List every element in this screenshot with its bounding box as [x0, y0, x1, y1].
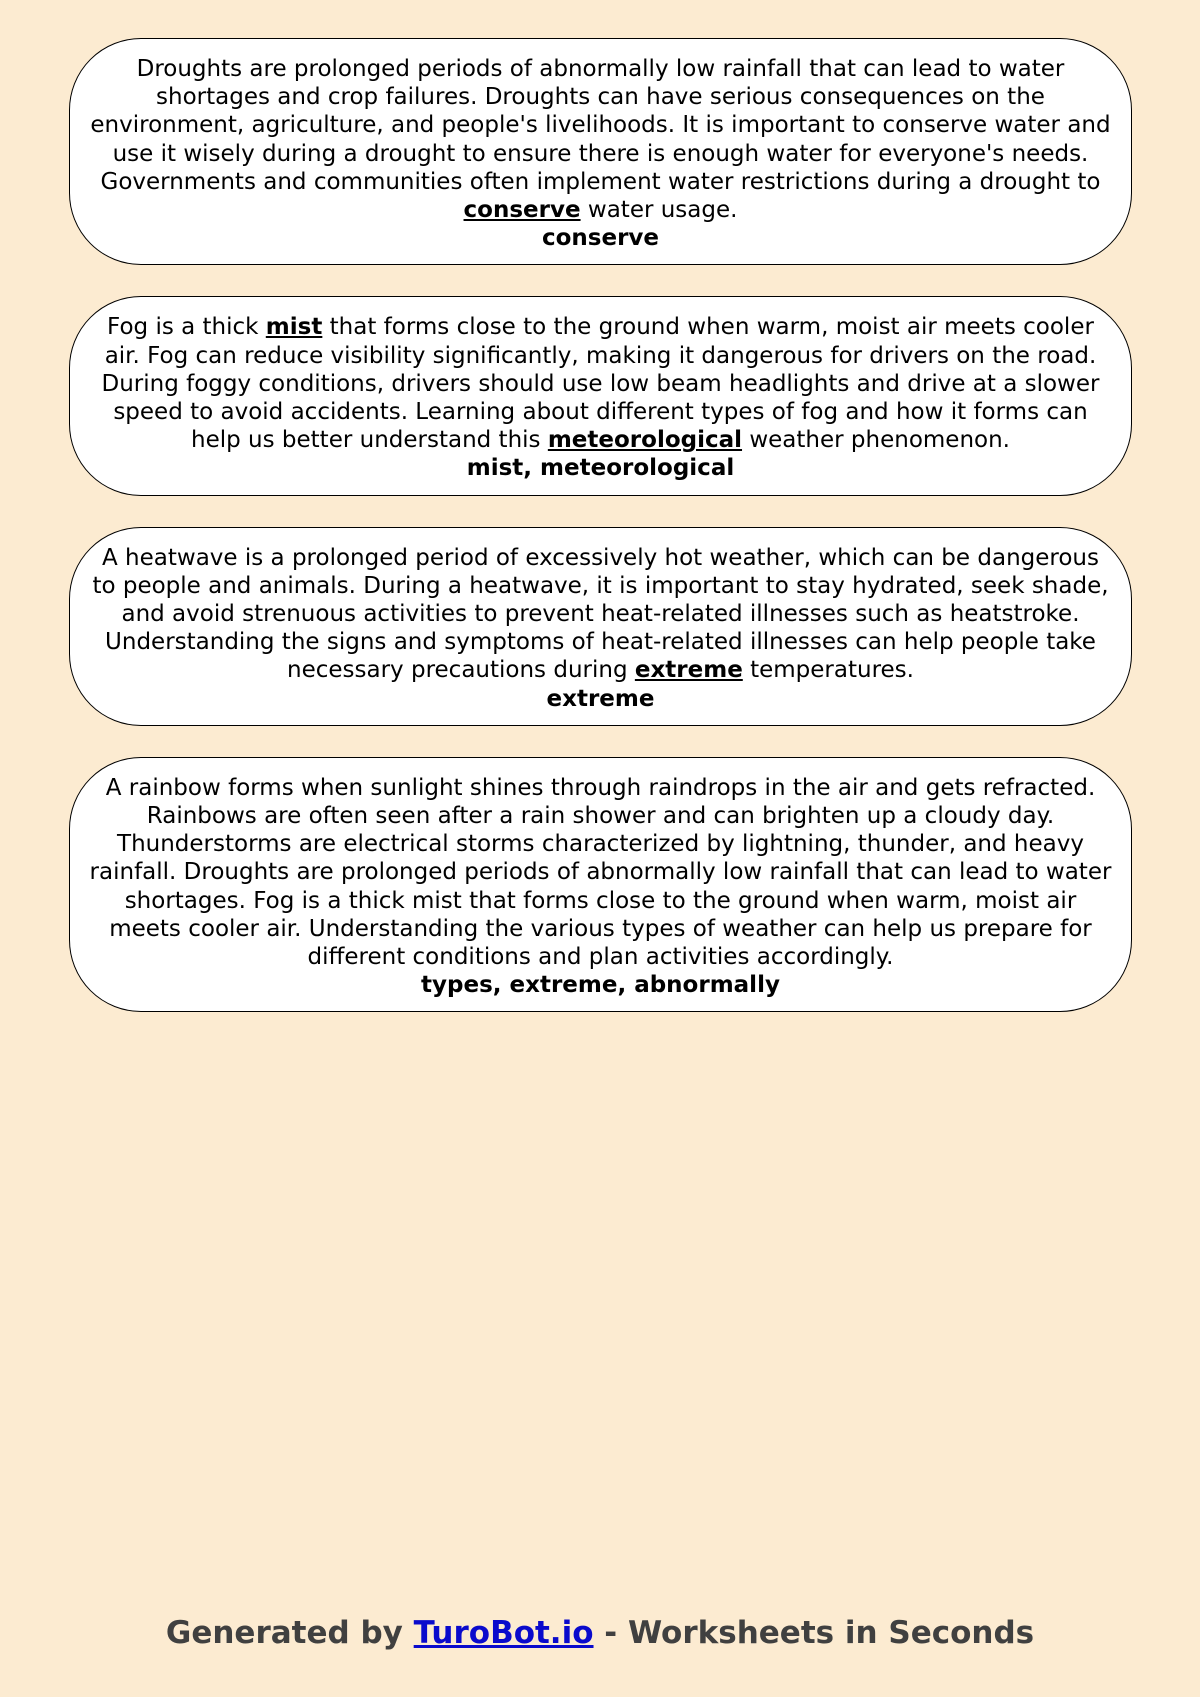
footer-credit: [0, 1615, 1200, 1651]
highlighted-word: conserve: [463, 197, 581, 224]
footer-prefix: Generated by: [165, 1615, 414, 1651]
worksheet-passages: [69, 38, 1132, 1043]
answer-key: conserve: [541, 225, 660, 252]
passage-text: Fog is a thick mist that forms close to the ground when warm, moist air meets cooler air. Fog can reduce visibility significantly, making it dangerous for drivers on the road. During foggy conditions, drivers should use low beam headlights and drive at a slower speed to avoid accidents. Learning about different types of fog and how it forms can help us better understand this meteorological weather phenomenon.: [101, 314, 1100, 454]
highlighted-word: mist: [265, 314, 323, 341]
passage-text: A heatwave is a prolonged period of excessively hot weather, which can be dangerous to people and animals. During a heatwave, it is important to stay hydrated, seek shade, and avoid strenuous activities to prevent heat-related illnesses such as heatstroke. Understanding the signs and symptoms of heat-related illnesses can help people take necessary precautions during extreme temperatures.: [92, 544, 1109, 684]
answer-key: extreme: [546, 685, 655, 712]
answer-key: mist, meteorological: [466, 455, 735, 482]
passage-text: Droughts are prolonged periods of abnormally low rainfall that can lead to water shortages and crop failures. Droughts can have serious consequences on the environment, agriculture, and people's livelihoods. It is important to conserve water and use it wisely during a drought to ensure there is enough water for everyone's needs. Governments and communities often implement water restrictions during a drought to conserve water usage.: [90, 56, 1111, 224]
answer-key: types, extreme, abnormally: [421, 972, 780, 999]
highlighted-word: extreme: [634, 657, 743, 684]
turobot-link[interactable]: TuroBot.io: [413, 1615, 594, 1651]
passage-card-3: [69, 527, 1132, 726]
passage-text: A rainbow forms when sunlight shines through raindrops in the air and gets refracted. Rainbows are often seen after a rain shower and can brighten up a cloudy day. Thunderstorms are electrical storms characterized by lightning, thunder, and heavy rainfall. Droughts are prolonged periods of abnormally low rainfall that can lead to water shortages. Fog is a thick mist that forms close to the ground when warm, moist air meets cooler air. Understanding the various types of weather can help us prepare for different conditions and plan activities accordingly.: [89, 774, 1112, 971]
passage-card-2: [69, 296, 1132, 495]
passage-card-1: [69, 38, 1132, 265]
passage-card-4: [69, 757, 1132, 1013]
highlighted-word: meteorological: [547, 427, 743, 454]
footer-suffix: - Worksheets in Seconds: [593, 1615, 1035, 1651]
